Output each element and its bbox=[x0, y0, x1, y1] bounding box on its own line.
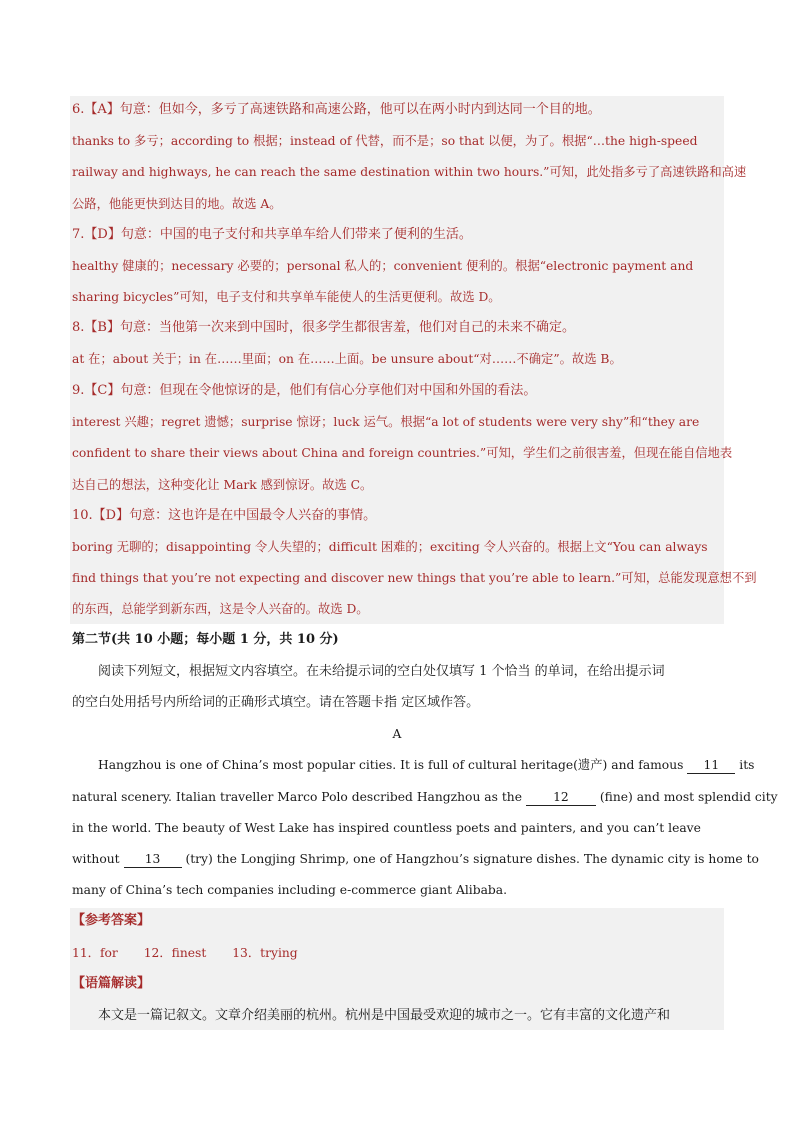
q10-line-3: 的东西，总能学到新东西，这是令人兴奋的。故选 D。 bbox=[72, 602, 369, 616]
blank-11: 11 bbox=[687, 757, 735, 774]
passage-line-1 bbox=[98, 757, 754, 774]
section-2-instruction-1: 阅读下列短文，根据短文内容填空。在未给提示词的空白处仅填写 1 个恰当 的单词，在给出提示词 bbox=[98, 664, 665, 679]
analysis-text: 本文是一篇记叙文。文章介绍美丽的杭州。杭州是中国最受欢迎的城市之一。它有丰富的文化遗产和 bbox=[98, 1008, 671, 1023]
passage-line-4-start: without bbox=[72, 852, 120, 866]
q10-line-1: boring 无聊的；disappointing 令人失望的；difficult 困难的；exciting 令人兴奋的。根据上文“You can always bbox=[72, 540, 708, 554]
passage-line-4-text: (try) the Longjing Shrimp, one of Hangzhou’s signature dishes. The dynamic city is home to bbox=[185, 852, 759, 866]
passage-line-2-end: (fine) and most splendid city bbox=[599, 790, 778, 804]
passage-line-3: in the world. The beauty of West Lake has inspired countless poets and painters, and you can’t leave bbox=[72, 821, 701, 835]
blank-13: 13 bbox=[124, 851, 182, 868]
q10-heading: 10.【D】句意：这也许是在中国最令人兴奋的事情。 bbox=[72, 508, 377, 523]
passage-line-4 bbox=[72, 851, 759, 868]
reference-answers-heading: 【参考答案】 bbox=[72, 913, 151, 928]
q6-line-2: railway and highways, he can reach the same destination within two hours.”可知，此处指多亏了高速铁路和高速 bbox=[72, 165, 747, 179]
q9-line-1: interest 兴趣；regret 遗憾；surprise 惊讶；luck 运气。根据“a lot of students were very shy”和“they are bbox=[72, 415, 700, 429]
passage-line-2-text: natural scenery. Italian traveller Marco Polo described Hangzhou as the bbox=[72, 790, 522, 804]
analysis-heading: 【语篇解读】 bbox=[72, 976, 151, 991]
q6-line-3: 公路，他能更快到达目的地。故选 A。 bbox=[72, 197, 282, 211]
reference-answers-list bbox=[72, 945, 298, 961]
answer-11: 11．for bbox=[72, 946, 118, 960]
answer-13: 13．trying bbox=[232, 946, 298, 960]
q9-heading: 9.【C】句意：但现在令他惊讶的是，他们有信心分享他们对中国和外国的看法。 bbox=[72, 383, 537, 398]
q7-heading: 7.【D】句意：中国的电子支付和共享单车给人们带来了便利的生活。 bbox=[72, 227, 472, 242]
section-2-instruction-2: 的空白处用括号内所给词的正确形式填空。请在答题卡指 定区域作答。 bbox=[72, 695, 480, 710]
q8-line-1: at 在；about 关于；in 在……里面；on 在……上面。be unsure about“对……不确定”。故选 B。 bbox=[72, 352, 622, 366]
passage-line-1-text: Hangzhou is one of China’s most popular cities. It is full of cultural heritage(遗产) and famous bbox=[98, 758, 684, 772]
passage-line-2 bbox=[72, 789, 778, 806]
q9-line-3: 达自己的想法，这种变化让 Mark 感到惊讶。故选 C。 bbox=[72, 478, 373, 492]
answer-12: 12．finest bbox=[143, 946, 207, 960]
q7-line-1: healthy 健康的；necessary 必要的；personal 私人的；convenient 便利的。根据“electronic payment and bbox=[72, 259, 694, 273]
q10-line-2: find things that you’re not expecting and discover new things that you’re able to learn.”可知，总能发现意想不到 bbox=[72, 571, 757, 585]
passage-line-5: many of China’s tech companies including e-commerce giant Alibaba. bbox=[72, 883, 508, 897]
blank-12: 12 bbox=[526, 789, 596, 806]
section-2-title: 第二节(共 10 小题；每小题 1 分，共 10 分) bbox=[72, 632, 339, 647]
q8-heading: 8.【B】句意：当他第一次来到中国时，很多学生都很害羞，他们对自己的未来不确定。 bbox=[72, 320, 575, 335]
passage-line-1-end: its bbox=[739, 758, 755, 772]
q6-line-1: thanks to 多亏；according to 根据；instead of 代替，而不是；so that 以便，为了。根据“…the high-speed bbox=[72, 134, 698, 148]
passage-label: A bbox=[392, 727, 402, 741]
q7-line-2: sharing bicycles”可知，电子支付和共享单车能使人的生活更便利。故选 D。 bbox=[72, 290, 501, 304]
q6-heading: 6.【A】句意：但如今，多亏了高速铁路和高速公路，他可以在两小时内到达同一个目的地。 bbox=[72, 102, 601, 117]
q9-line-2: confident to share their views about China and foreign countries.”可知，学生们之前很害羞，但现在能自信地表 bbox=[72, 446, 733, 460]
